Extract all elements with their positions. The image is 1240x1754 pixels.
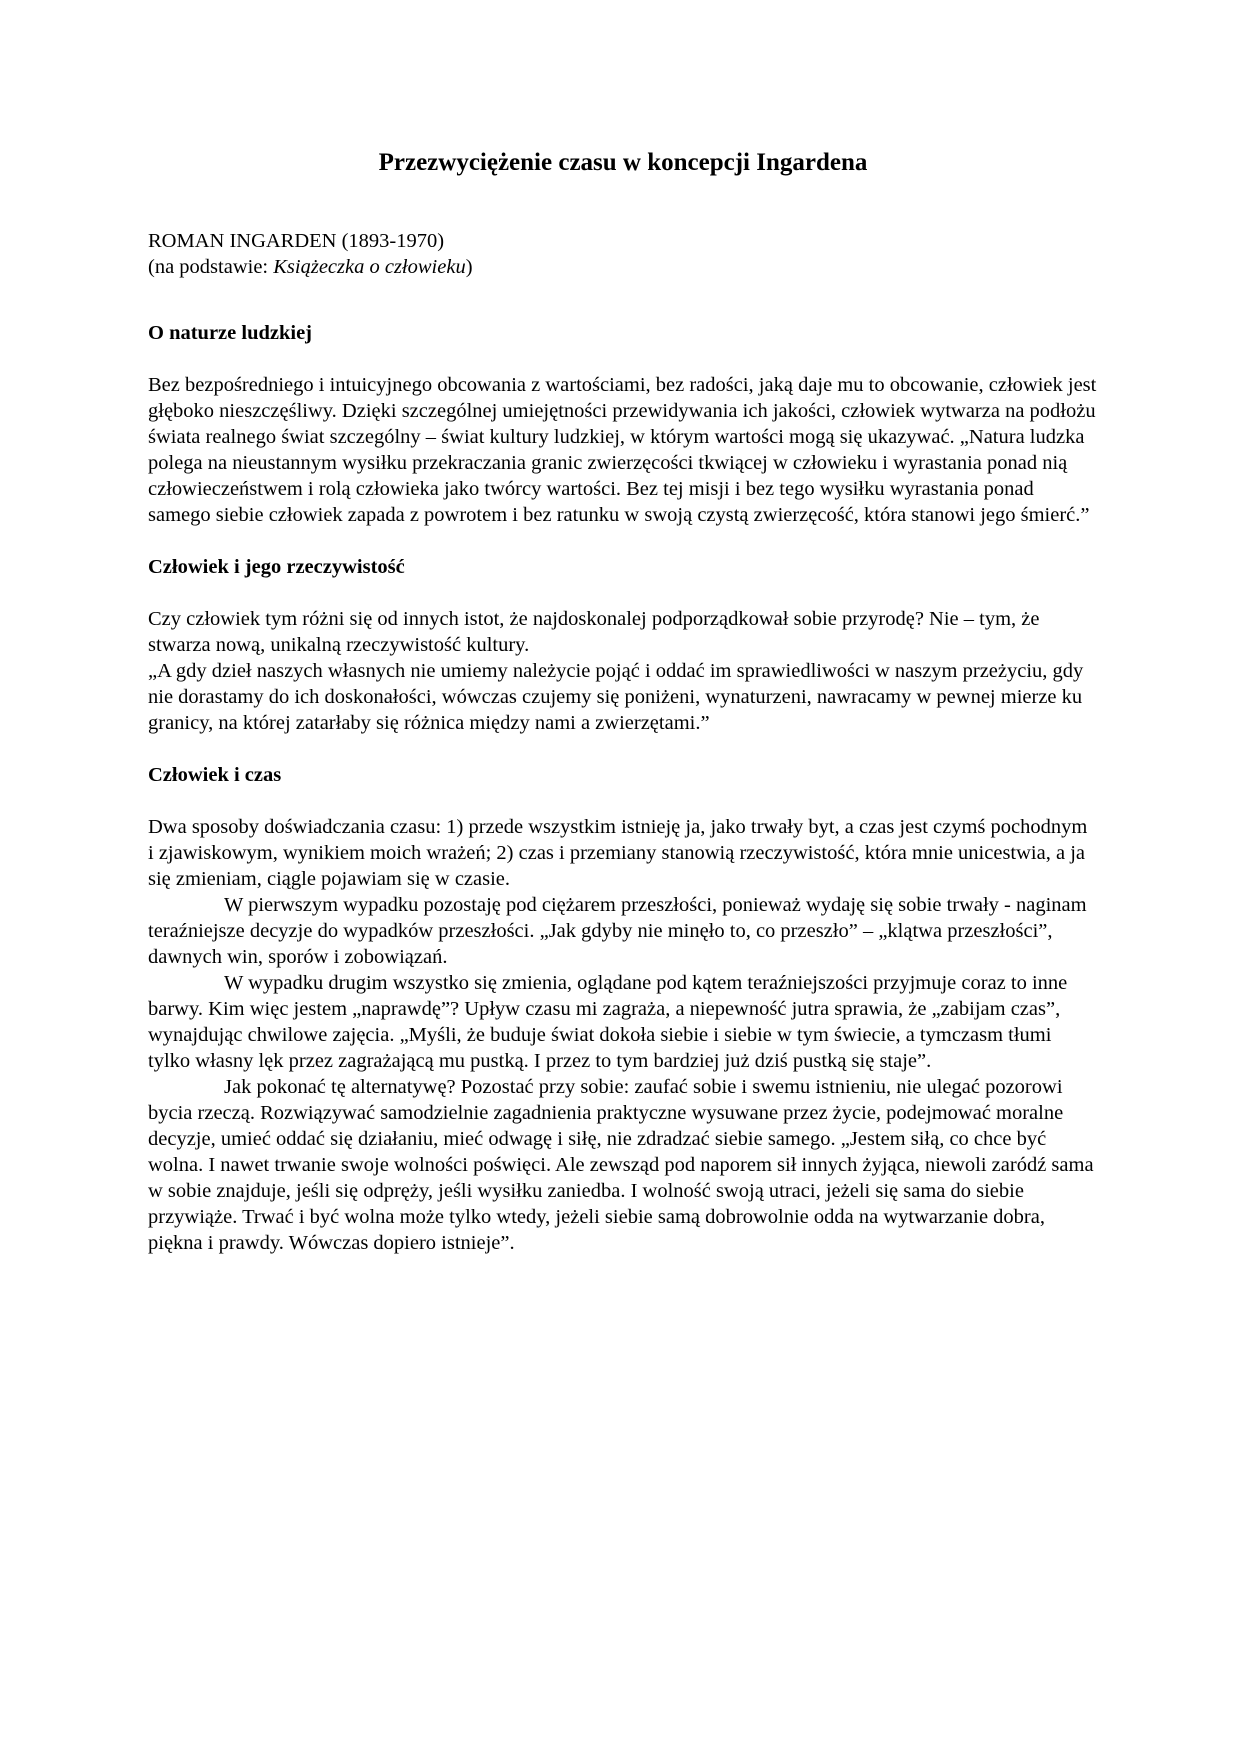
document-page	[148, 148, 1098, 1282]
section-o-naturze-ludzkiej	[148, 320, 1098, 528]
paragraph: „A gdy dzieł naszych własnych nie umiemy należycie pojąć i oddać im sprawiedliwości w naszym przeżyciu, gdy nie dorastamy do ich doskonałości, wówczas czujemy się poniżeni, wynaturzeni, nawracamy w pewnej mierze ku granicy, na której zatarłaby się różnica między nami a zwierzętami.”	[148, 660, 1084, 734]
section-heading: Człowiek i jego rzeczywistość	[148, 556, 405, 578]
paragraph: Bez bezpośredniego i intuicyjnego obcowania z wartościami, bez radości, jaką daje mu to obcowanie, człowiek jest głęboko nieszczęśliwy. Dzięki szczególnej umiejętności przewidywania ich jakości, człowiek wytwarza na podłożu świata realnego świat szczególny – świat kultury ludzkiej, w którym wartości mogą się ukazywać. „Natura ludzka polega na nieustannym wysiłku przekraczania granic zwierzęcości tkwiącej w człowieku i wyrastania ponad nią człowieczeństwem i rolą człowieka jako twórcy wartości. Bez tej misji i bez tego wysiłku wyrastania ponad samego siebie człowiek zapada z powrotem i bez ratunku w swoją czystą zwierzęcość, która stanowi jego śmierć.”	[148, 374, 1097, 526]
byline	[148, 228, 1098, 280]
paragraph: W wypadku drugim wszystko się zmienia, oglądane pod kątem teraźniejszości przyjmuje coraz to inne barwy. Kim więc jestem „naprawdę”? Upływ czasu mi zagraża, a niepewność jutra sprawia, że „zabijam czas”, wynajdując chwilowe zajęcia. „Myśli, że buduje świat dokoła siebie i siebie w tym świecie, a tymczasm tłumi tylko własny lęk przez zagrażającą mu pustką. I przez to tym bardziej już dziś pustką się staje”.	[148, 972, 1068, 1072]
source-line	[148, 254, 1098, 280]
document-title: Przezwyciężenie czasu w koncepcji Ingardena	[378, 149, 868, 176]
paragraph: Czy człowiek tym różni się od innych istot, że najdoskonalej podporządkował sobie przyrodę? Nie – tym, że stwarza nową, unikalną rzeczywistość kultury.	[148, 608, 1040, 656]
source-suffix: )	[465, 256, 473, 278]
paragraph: Dwa sposoby doświadczania czasu: 1) przede wszystkim istnieję ja, jako trwały byt, a czas jest czymś pochodnym i zjawiskowym, wynikiem moich wrażeń; 2) czas i przemiany stanowią rzeczywistość, która mnie unicestwia, a ja się zmieniam, ciągle pojawiam się w czasie.	[148, 816, 1088, 890]
section-czlowiek-i-czas	[148, 762, 1098, 1256]
paragraph: Jak pokonać tę alternatywę? Pozostać przy sobie: zaufać sobie i swemu istnieniu, nie ulegać pozorowi bycia rzeczą. Rozwiązywać samodzielnie zagadnienia praktyczne wysuwane przez życie, podejmować moralne decyzje, umieć oddać się działaniu, mieć odwagę i siłę, nie zdradzać siebie samego. „Jestem siłą, co chce być wolna. I nawet trwanie swoje wolności poświęci. Ale zewsząd pod naporem sił innych żyjąca, niewoli zaródź sama w sobie znajduje, jeśli się odpręży, jeśli wysiłku zaniedba. I wolność swoją utraci, jeżeli się sama do siebie przywiąże. Trwać i być wolna może tylko wtedy, jeżeli siebie samą dobrowolnie odda na wytwarzanie dobra, piękna i prawdy. Wówczas dopiero istnieje”.	[148, 1076, 1094, 1254]
section-heading: Człowiek i czas	[148, 764, 282, 786]
source-title: Książeczka o człowieku	[273, 256, 466, 278]
paragraph: W pierwszym wypadku pozostaję pod ciężarem przeszłości, ponieważ wydaję się sobie trwały - naginam teraźniejsze decyzje do wypadków przeszłości. „Jak gdyby nie minęło to, co przeszło” – „klątwa przeszłości”, dawnych win, sporów i zobowiązań.	[148, 894, 1087, 968]
section-czlowiek-i-jego-rzeczywistosc	[148, 554, 1098, 736]
source-prefix: (na podstawie:	[148, 256, 274, 278]
author-line: ROMAN INGARDEN (1893-1970)	[148, 230, 445, 252]
section-heading: O naturze ludzkiej	[148, 322, 312, 344]
